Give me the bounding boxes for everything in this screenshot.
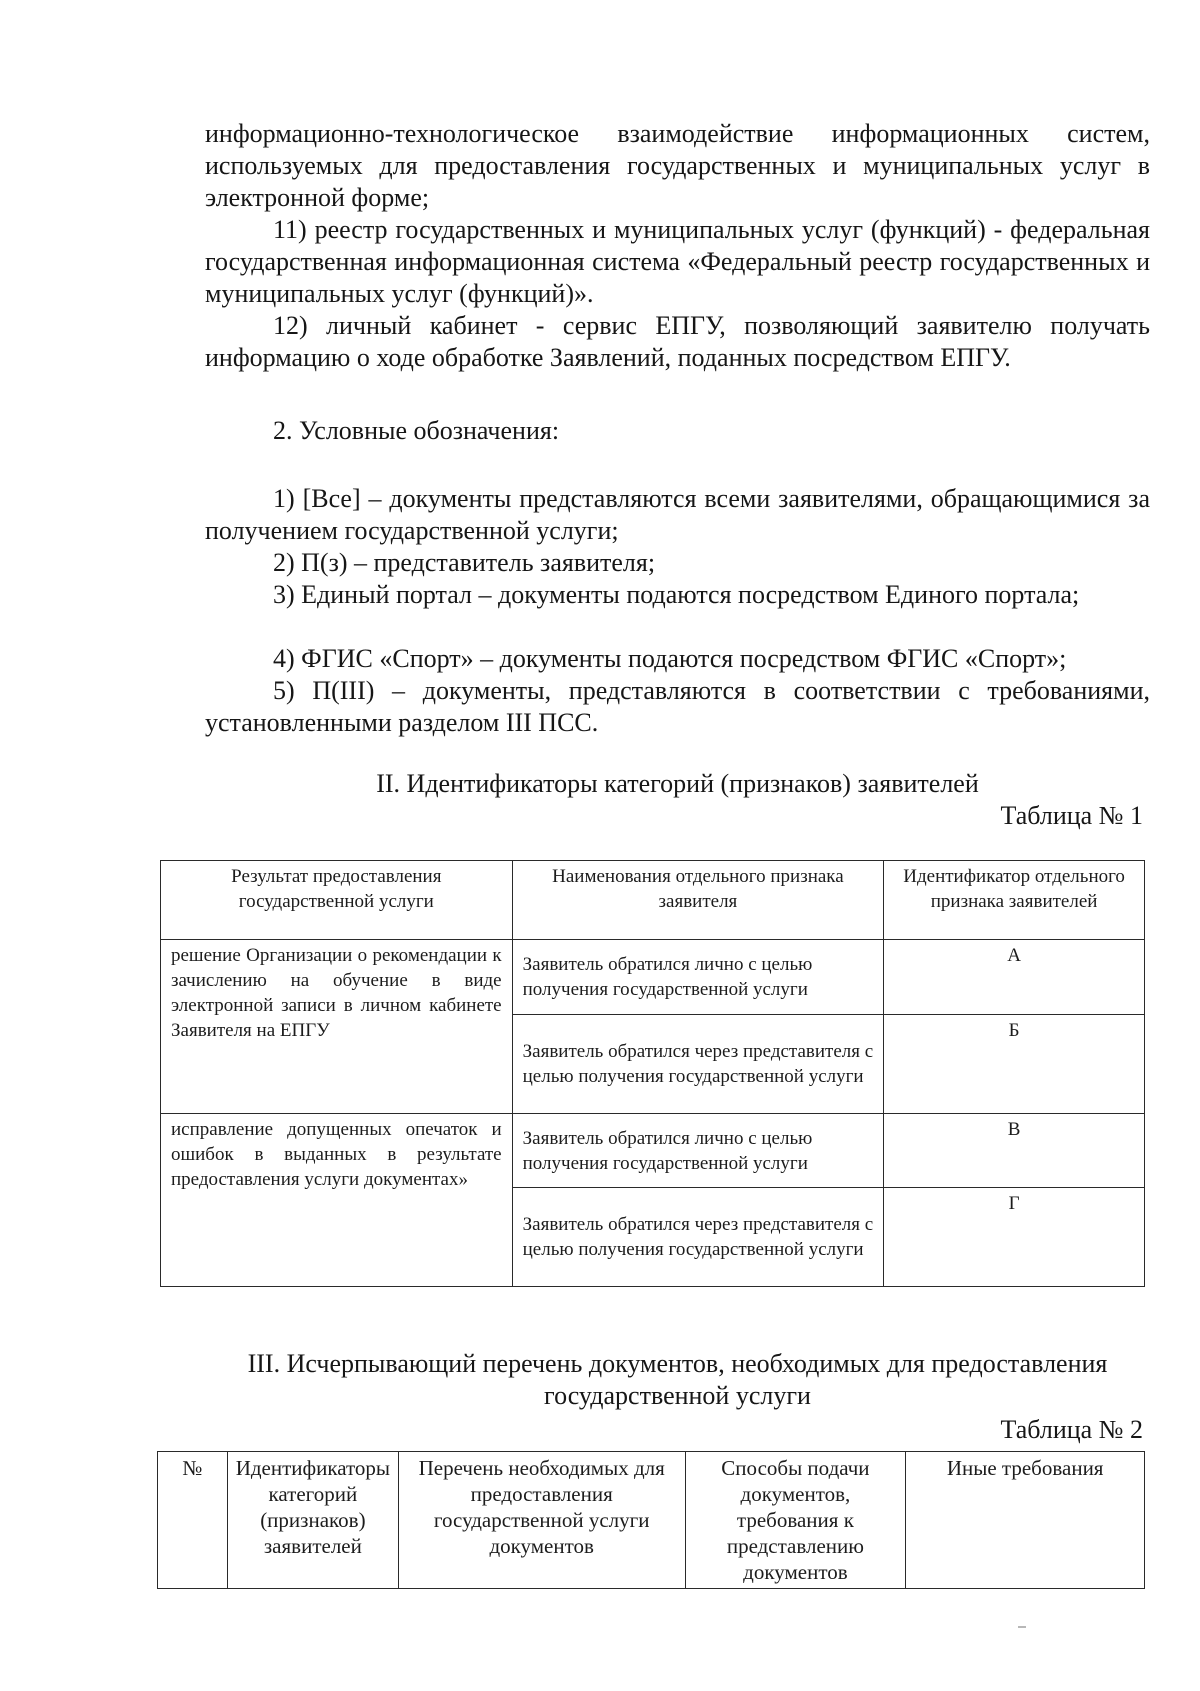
header-category-identifiers: Идентификаторы категорий (признаков) заявителей: [227, 1452, 398, 1589]
header-identifier: Идентификатор отдельного признака заявителей: [884, 861, 1145, 940]
documents-list-table: [157, 1451, 1145, 1589]
header-other-requirements: Иные требования: [906, 1452, 1145, 1589]
result-cell: исправление допущенных опечаток и ошибок в выданных в результате предоставления услуги документах»: [161, 1114, 513, 1287]
identifier-cell: Г: [884, 1188, 1145, 1287]
identifier-cell: А: [884, 940, 1145, 1015]
table-2-caption: Таблица № 2: [1000, 1415, 1143, 1444]
header-result: Результат предоставления государственной услуги: [161, 861, 513, 940]
header-document-list: Перечень необходимых для предоставления государственной услуги документов: [398, 1452, 685, 1589]
convention-item-2: 2) П(з) – представитель заявителя;: [273, 548, 656, 577]
paragraph-item-11: 11) реестр государственных и муниципальных услуг (функций) - федеральная государственная информационная система «Федеральный реестр государственных и муниципальных услуг (функций)».: [205, 215, 1150, 308]
table-header-row: [161, 861, 1145, 940]
section-3-heading: III. Исчерпывающий перечень документов, необходимых для предоставления государственной услуги: [247, 1349, 1108, 1410]
result-cell: решение Организации о рекомендации к зачислению на обучение в виде электронной записи в личном кабинете Заявителя на ЕПГУ: [161, 940, 513, 1114]
table-row: [161, 940, 1145, 1015]
convention-item-5: 5) П(III) – документы, представляются в соответствии с требованиями, установленными разделом III ПСС.: [205, 676, 1150, 737]
section-2-heading: II. Идентификаторы категорий (признаков) заявителей: [376, 769, 979, 798]
table-1-caption: Таблица № 1: [1000, 801, 1143, 830]
section-conventions-title: 2. Условные обозначения:: [273, 416, 560, 445]
table-header-row: [158, 1452, 1145, 1589]
header-submission-methods: Способы подачи документов, требования к представлению документов: [685, 1452, 906, 1589]
header-feature-name: Наименования отдельного признака заявителя: [512, 861, 884, 940]
applicant-categories-table: [160, 860, 1145, 1287]
paragraph-item-10-continuation: информационно-технологическое взаимодействие информационных систем, используемых для предоставления государственных и муниципальных услуг в электронной форме;: [205, 119, 1150, 212]
scan-artifact: [1018, 1626, 1026, 1628]
feature-cell: Заявитель обратился лично с целью получения государственной услуги: [512, 1114, 884, 1188]
convention-item-1: 1) [Все] – документы представляются всеми заявителями, обращающимися за получением государственной услуги;: [205, 484, 1150, 545]
paragraph-item-12: 12) личный кабинет - сервис ЕПГУ, позволяющий заявителю получать информацию о ходе обработке Заявлений, поданных посредством ЕПГУ.: [205, 311, 1150, 372]
identifier-cell: В: [884, 1114, 1145, 1188]
convention-item-3: 3) Единый портал – документы подаются посредством Единого портала;: [273, 580, 1080, 609]
feature-cell: Заявитель обратился через представителя с целью получения государственной услуги: [512, 1188, 884, 1287]
feature-cell: Заявитель обратился через представителя с целью получения государственной услуги: [512, 1015, 884, 1114]
identifier-cell: Б: [884, 1015, 1145, 1114]
table-row: [161, 1114, 1145, 1188]
header-number: №: [158, 1452, 228, 1589]
convention-item-4: 4) ФГИС «Спорт» – документы подаются посредством ФГИС «Спорт»;: [273, 644, 1067, 673]
feature-cell: Заявитель обратился лично с целью получения государственной услуги: [512, 940, 884, 1015]
